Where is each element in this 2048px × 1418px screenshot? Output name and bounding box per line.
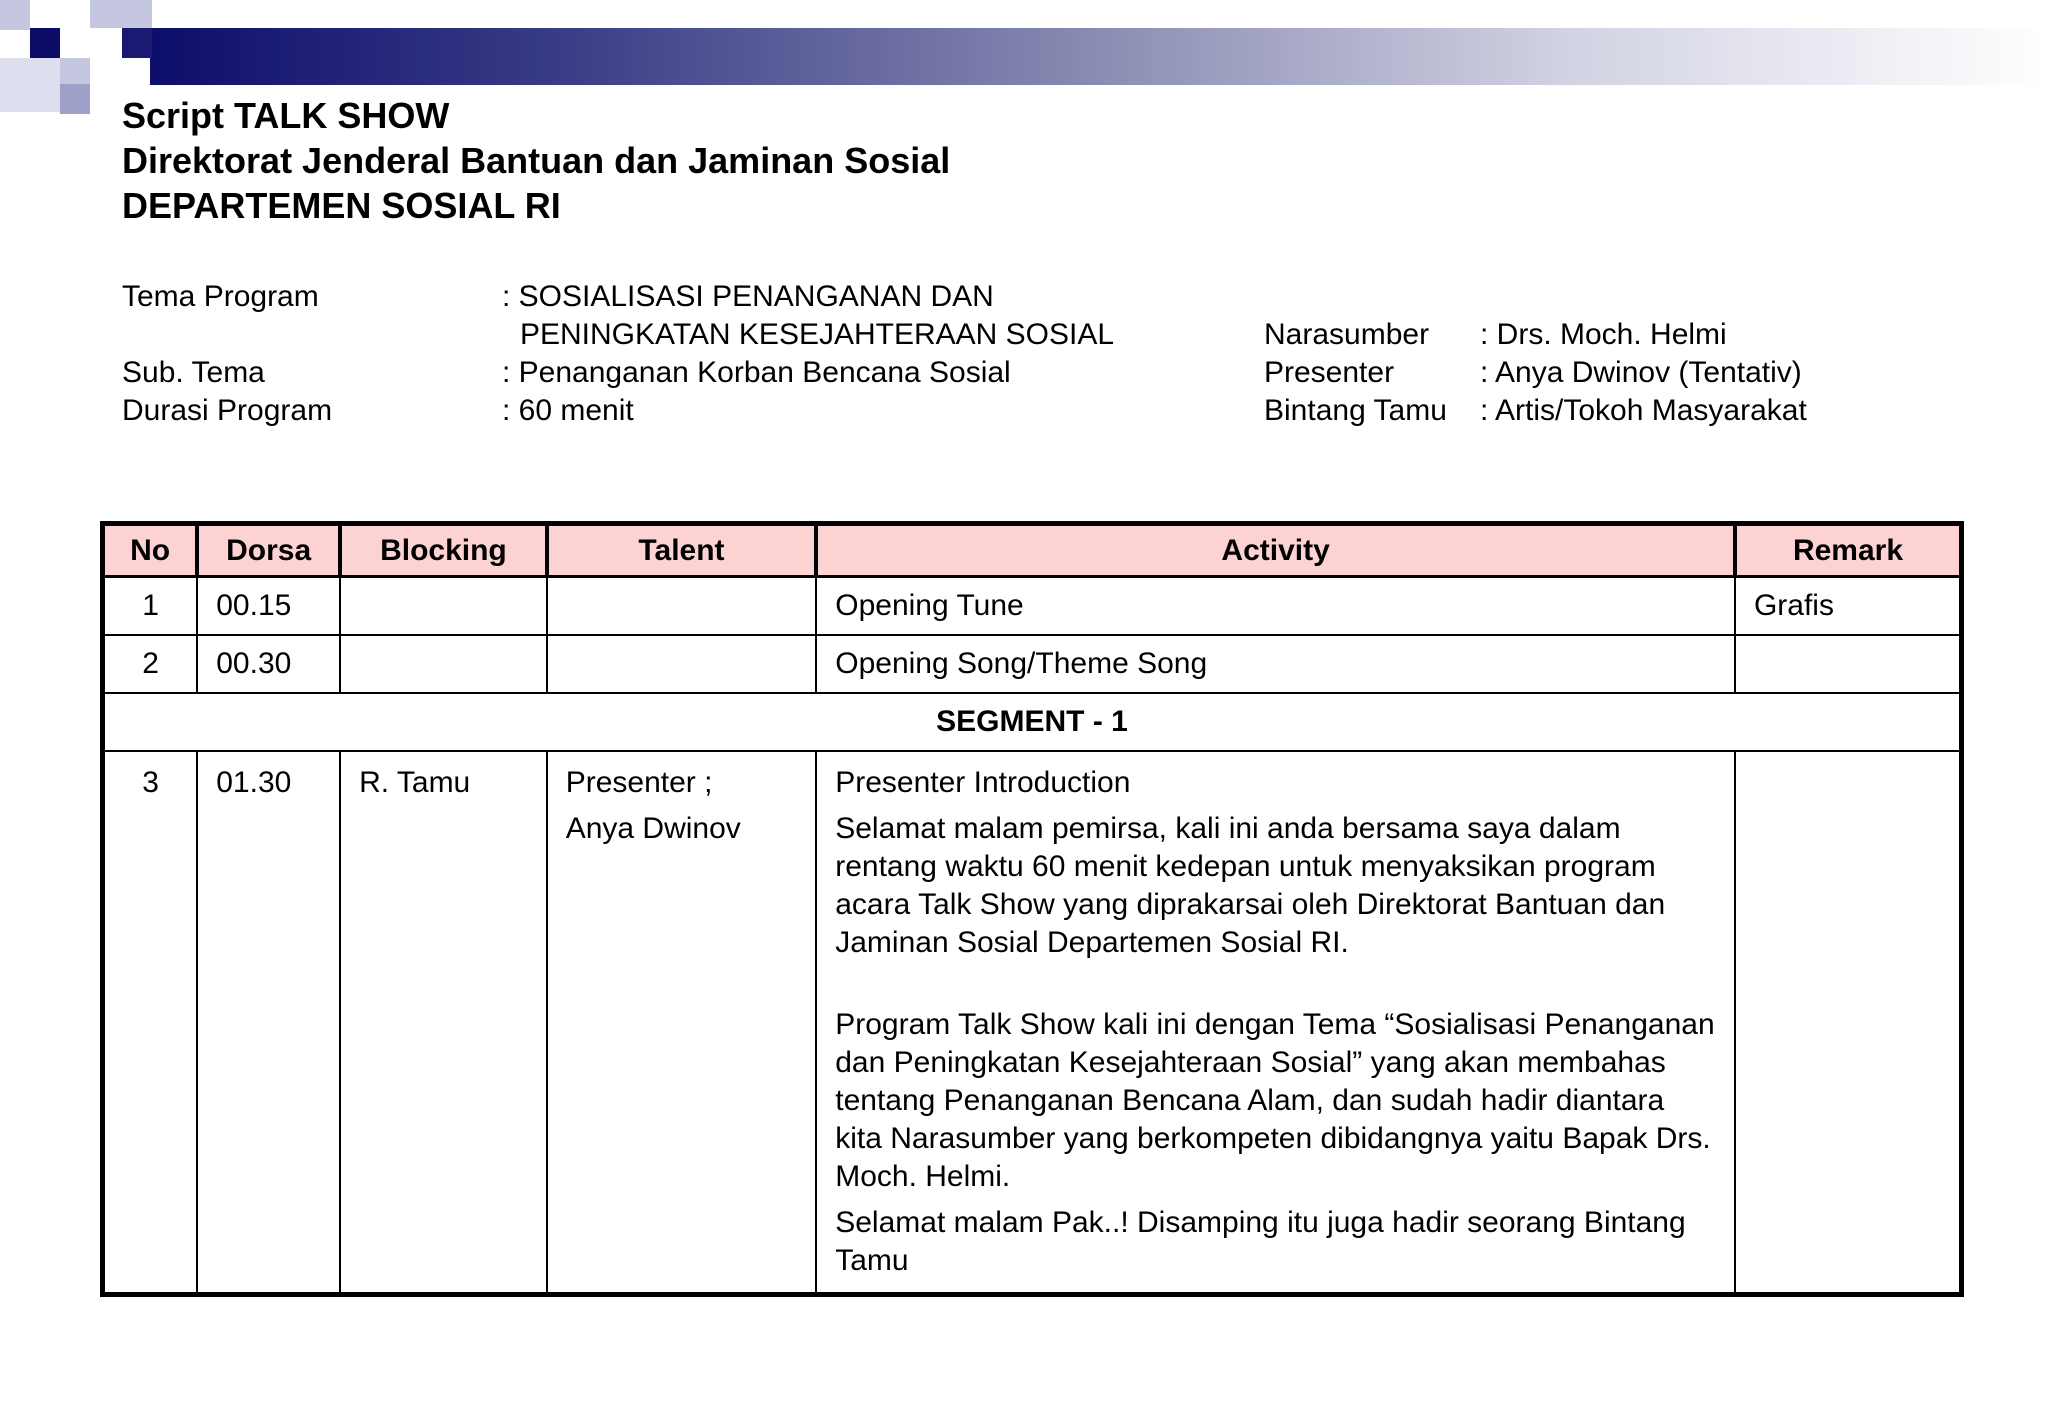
durasi-label: Durasi Program (122, 394, 333, 427)
presenter-row (1264, 354, 1807, 392)
tema-row (122, 278, 1114, 316)
script-table (100, 521, 1964, 1297)
cell-blocking (340, 635, 547, 693)
table-row (103, 635, 1962, 693)
narasumber-label: Narasumber (1264, 318, 1430, 351)
cell-dorsa: 01.30 (197, 751, 340, 1295)
cell-remark (1735, 635, 1962, 693)
segment-row (103, 693, 1962, 751)
cell-talent (547, 577, 817, 636)
cell-activity: Opening Tune (816, 577, 1735, 636)
activity-paragraph-2: Program Talk Show kali ini dengan Tema “Sosialisasi Penanganan dan Peningkatan Kesejahteraan Sosial” yang akan membahas tentang Penanganan Bencana Alam, dan sudah hadir diantara kita Narasumber yang berkompeten dibidangnya yaitu Bapak Drs. Moch. Helmi. (835, 1008, 1715, 1193)
col-header-dorsa: Dorsa (197, 524, 340, 577)
subtema-value: : Penanganan Korban Bencana Sosial (502, 356, 1011, 389)
presenter-value: : Anya Dwinov (Tentativ) (1480, 356, 1802, 389)
title-line-3: DEPARTEMEN SOSIAL RI (122, 185, 561, 226)
tema-value-1: : SOSIALISASI PENANGANAN DAN (502, 280, 994, 313)
col-header-blocking: Blocking (340, 524, 547, 577)
cell-activity (816, 751, 1735, 1295)
bintang-label: Bintang Tamu (1264, 394, 1447, 427)
decor-square (60, 84, 90, 114)
presenter-label: Presenter (1264, 356, 1395, 389)
cell-dorsa: 00.30 (197, 635, 340, 693)
tema-value-2: PENINGKATAN KESEJAHTERAAN SOSIAL (520, 318, 1115, 351)
decor-square (30, 28, 60, 58)
bintang-row (1264, 392, 1807, 430)
guest-info (1264, 316, 1807, 430)
segment-label: SEGMENT - 1 (103, 693, 1962, 751)
tema-label: Tema Program (122, 280, 319, 313)
cell-dorsa: 00.15 (197, 577, 340, 636)
col-header-activity: Activity (816, 524, 1735, 577)
tema-row-cont (122, 316, 1114, 354)
cell-remark: Grafis (1735, 577, 1962, 636)
durasi-row (122, 392, 1114, 430)
decor-square (122, 28, 152, 58)
col-header-no: No (103, 524, 198, 577)
table-header-row (103, 524, 1962, 577)
bintang-value: : Artis/Tokoh Masyarakat (1480, 394, 1807, 427)
decor-square (90, 0, 152, 28)
program-info (122, 278, 1114, 430)
header-gradient-bar (150, 28, 2048, 85)
cell-talent (547, 635, 817, 693)
decor-square (0, 58, 60, 112)
cell-no: 1 (103, 577, 198, 636)
decor-square (0, 0, 30, 30)
cell-remark (1735, 751, 1962, 1295)
narasumber-value: : Drs. Moch. Helmi (1480, 318, 1727, 351)
talent-role: Presenter ; (565, 766, 713, 799)
subtema-label: Sub. Tema (122, 356, 265, 389)
document-title (122, 93, 950, 228)
activity-title: Presenter Introduction (835, 766, 1131, 799)
activity-paragraph-3: Selamat malam Pak..! Disamping itu juga hadir seorang Bintang Tamu (835, 1206, 1686, 1277)
col-header-remark: Remark (1735, 524, 1962, 577)
table-row (103, 751, 1962, 1295)
col-header-talent: Talent (547, 524, 817, 577)
subtema-row (122, 354, 1114, 392)
title-line-1: Script TALK SHOW (122, 95, 450, 136)
narasumber-row (1264, 316, 1807, 354)
title-line-2: Direktorat Jenderal Bantuan dan Jaminan Sosial (122, 140, 951, 181)
durasi-value: : 60 menit (502, 394, 634, 427)
talent-name: Anya Dwinov (565, 812, 741, 845)
cell-blocking: R. Tamu (340, 751, 547, 1295)
cell-talent (547, 751, 817, 1295)
cell-no: 3 (103, 751, 198, 1295)
activity-paragraph-1: Selamat malam pemirsa, kali ini anda bersama saya dalam rentang waktu 60 menit kedepan untuk menyaksikan program acara Talk Show yang diprakarsai oleh Direktorat Bantuan dan Jaminan Sosial Departemen Sosial RI. (835, 812, 1666, 959)
cell-no: 2 (103, 635, 198, 693)
cell-activity: Opening Song/Theme Song (816, 635, 1735, 693)
table-row (103, 577, 1962, 636)
cell-blocking (340, 577, 547, 636)
